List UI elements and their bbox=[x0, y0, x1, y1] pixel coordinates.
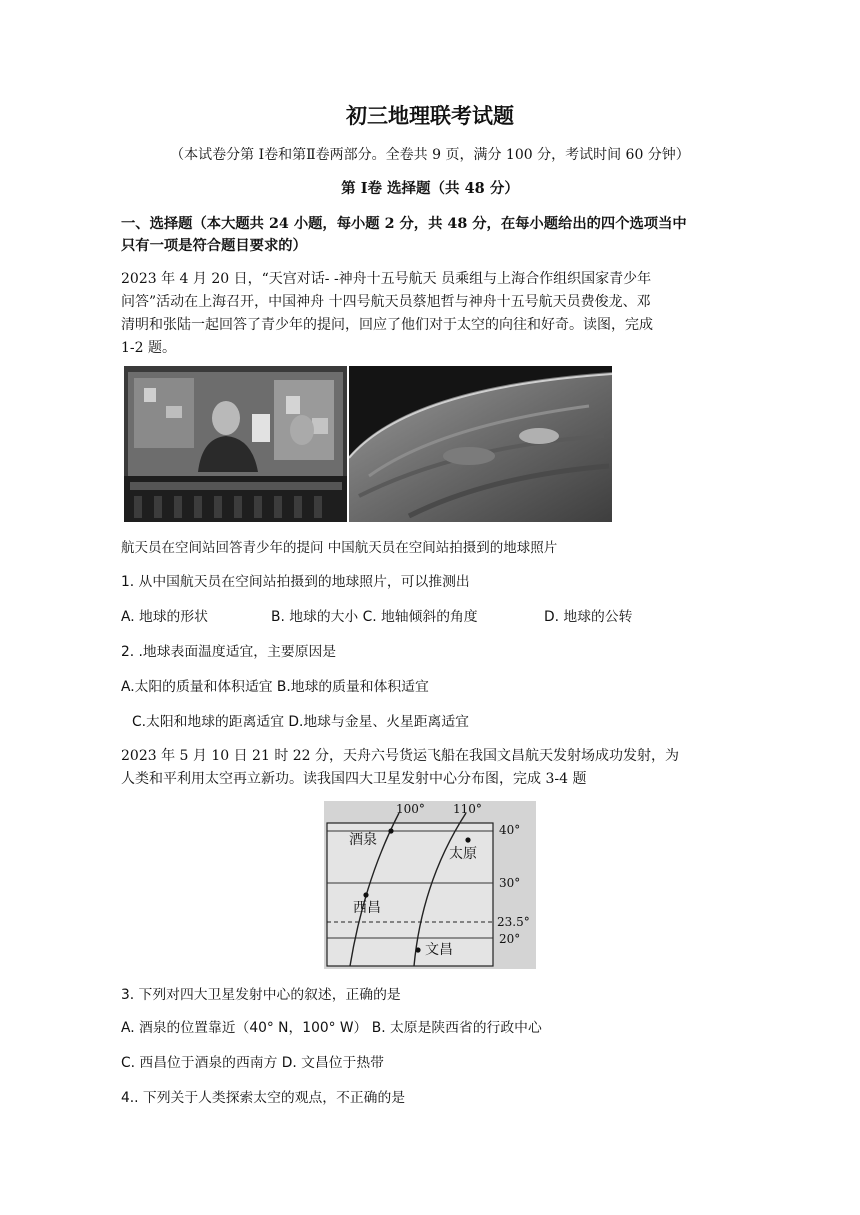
launch-center-map bbox=[324, 801, 536, 969]
astronaut-photo bbox=[124, 366, 347, 522]
intro-1-line-3: 清明和张陆一起回答了青少年的提问，回应了他们对于太空的向往和好奇。读图，完成 bbox=[121, 317, 653, 333]
intro-1-line-4: 1-2 题。 bbox=[121, 340, 176, 356]
lon-110-label: 110° bbox=[453, 802, 482, 816]
photo-caption: 航天员在空间站回答青少年的提问 中国航天员在空间站拍摄到的地球照片 bbox=[121, 540, 558, 556]
question-2-options-cd: C.太阳和地球的距离适宜 D.地球与金星、火星距离适宜 bbox=[132, 714, 469, 730]
question-3-stem: 3. 下列对四大卫星发射中心的叙述，正确的是 bbox=[121, 987, 401, 1003]
intro-2-line-1: 2023 年 5 月 10 日 21 时 22 分，天舟六号货运飞船在我国文昌航天发射场成功发射，为 bbox=[121, 748, 680, 764]
earth-photo bbox=[349, 366, 612, 522]
question-2-stem: 2. .地球表面温度适宜，主要原因是 bbox=[121, 644, 337, 660]
lat-20-label: 20° bbox=[499, 932, 521, 946]
intro-1-line-1: 2023 年 4 月 20 日，“天宫对话- -神舟十五号航天 员乘组与上海合作组织国家青少年 bbox=[121, 271, 652, 287]
lat-23-5-label: 23.5° bbox=[497, 915, 530, 929]
question-1-option-a: A. 地球的形状 bbox=[121, 609, 208, 625]
lat-40-label: 40° bbox=[499, 823, 521, 837]
intro-1-line-2: 问答”活动在上海召开，中国神舟 十四号航天员蔡旭哲与神舟十五号航天员费俊龙、邓 bbox=[121, 294, 651, 310]
question-4-stem: 4.. 下列关于人类探索太空的观点，不正确的是 bbox=[121, 1090, 406, 1106]
question-2-options-ab: A.太阳的质量和体积适宜 B.地球的质量和体积适宜 bbox=[121, 679, 429, 695]
wenchang-label: 文昌 bbox=[425, 942, 453, 958]
xichang-label: 西昌 bbox=[353, 900, 381, 916]
section-heading: 第 Ⅰ卷 选择题（共 48 分） bbox=[341, 180, 519, 197]
lat-30-label: 30° bbox=[499, 876, 521, 890]
taiyuan-label: 太原 bbox=[449, 846, 477, 862]
lon-100-label: 100° bbox=[396, 802, 425, 816]
exam-instructions: （本试卷分第 Ⅰ卷和第Ⅱ卷两部分。全卷共 9 页，满分 100 分，考试时间 60 分钟） bbox=[170, 147, 690, 163]
page-title: 初三地理联考试题 bbox=[346, 103, 514, 128]
jiuquan-label: 酒泉 bbox=[349, 832, 377, 848]
part-heading-line-2: 只有一项是符合题目要求的） bbox=[121, 238, 307, 254]
question-1-stem: 1. 从中国航天员在空间站拍摄到的地球照片，可以推测出 bbox=[121, 574, 470, 590]
question-3-options-ab: A. 酒泉的位置靠近（40° N，100° W） B. 太原是陕西省的行政中心 bbox=[121, 1020, 542, 1036]
question-1-option-d: D. 地球的公转 bbox=[544, 609, 633, 625]
intro-2-line-2: 人类和平利用太空再立新功。读我国四大卫星发射中心分布图，完成 3-4 题 bbox=[121, 771, 587, 787]
question-1-options-bc: B. 地球的大小 C. 地轴倾斜的角度 bbox=[271, 609, 478, 625]
question-3-options-cd: C. 西昌位于酒泉的西南方 D. 文昌位于热带 bbox=[121, 1055, 384, 1071]
part-heading-line-1: 一、选择题（本大题共 24 小题，每小题 2 分，共 48 分，在每小题给出的四个选项当中 bbox=[121, 216, 687, 232]
